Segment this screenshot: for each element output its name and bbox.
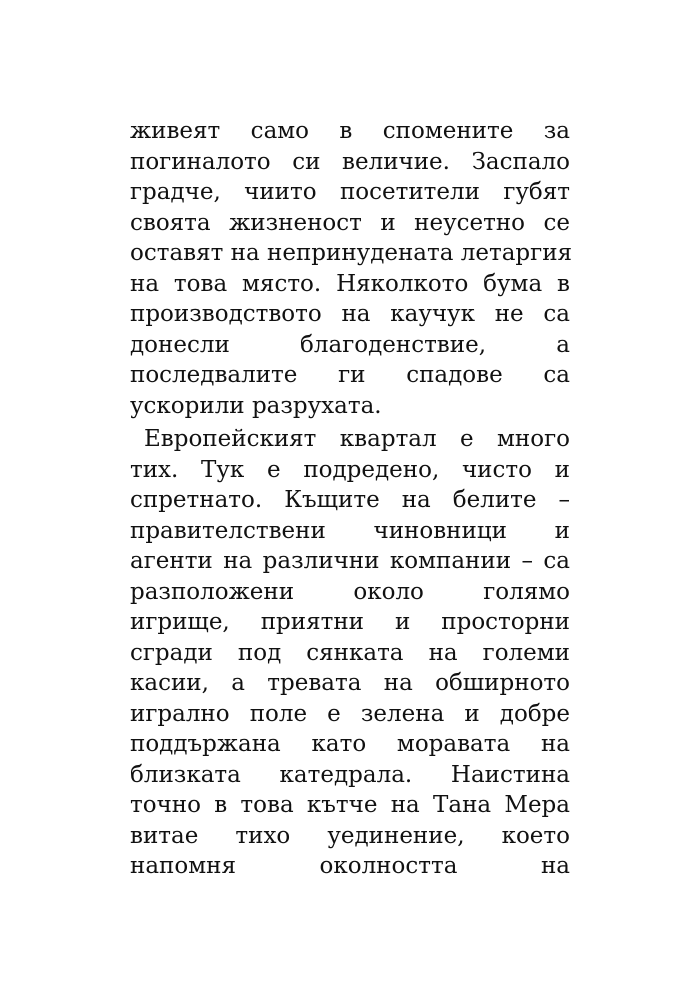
paragraph-2 [130,424,570,882]
text-line: близката катедрала. Наистина [130,761,570,788]
text-line: Европейският квартал е много [144,426,570,452]
text-line: производството на каучук не са [130,301,570,327]
text-line: погиналото си величие. Заспало [130,148,570,175]
text-line: донесли благоденствие, а [130,331,570,358]
text-line: спретнато. Къщите на белите – [130,487,570,513]
text-line: сгради под сянката на големи [130,639,570,666]
text-line: правителствени чиновници и [130,517,570,544]
text-line: живеят само в спомените за [130,118,570,144]
text-line: точно в това кътче на Тана Мера [130,792,570,818]
text-line: тих. Тук е подредено, чисто и [130,456,570,483]
text-line: игрално поле е зелена и добре [130,700,570,727]
text-line: оставят на непринудената летаргия [130,240,573,266]
text-line: ускорили разрухата. [130,392,382,419]
text-line: витае тихо уединение, което [130,822,570,849]
text-line: своята жизненост и неусетно се [130,209,570,236]
text-line: агенти на различни компании – са [130,548,570,574]
text-line: на това място. Няколкото бума в [130,270,570,297]
text-line: градче, чиито посетители губят [130,179,570,205]
text-line: напомня околността на [130,853,570,879]
text-line: касии, а тревата на обширното [130,670,570,696]
page-text [130,116,573,882]
text-line: разположени около голямо [130,578,570,605]
text-line: последвалите ги спадове са [130,362,570,388]
text-line: игрище, приятни и просторни [130,609,570,635]
paragraph-1 [130,116,573,421]
text-line: поддържана като моравата на [130,731,570,757]
